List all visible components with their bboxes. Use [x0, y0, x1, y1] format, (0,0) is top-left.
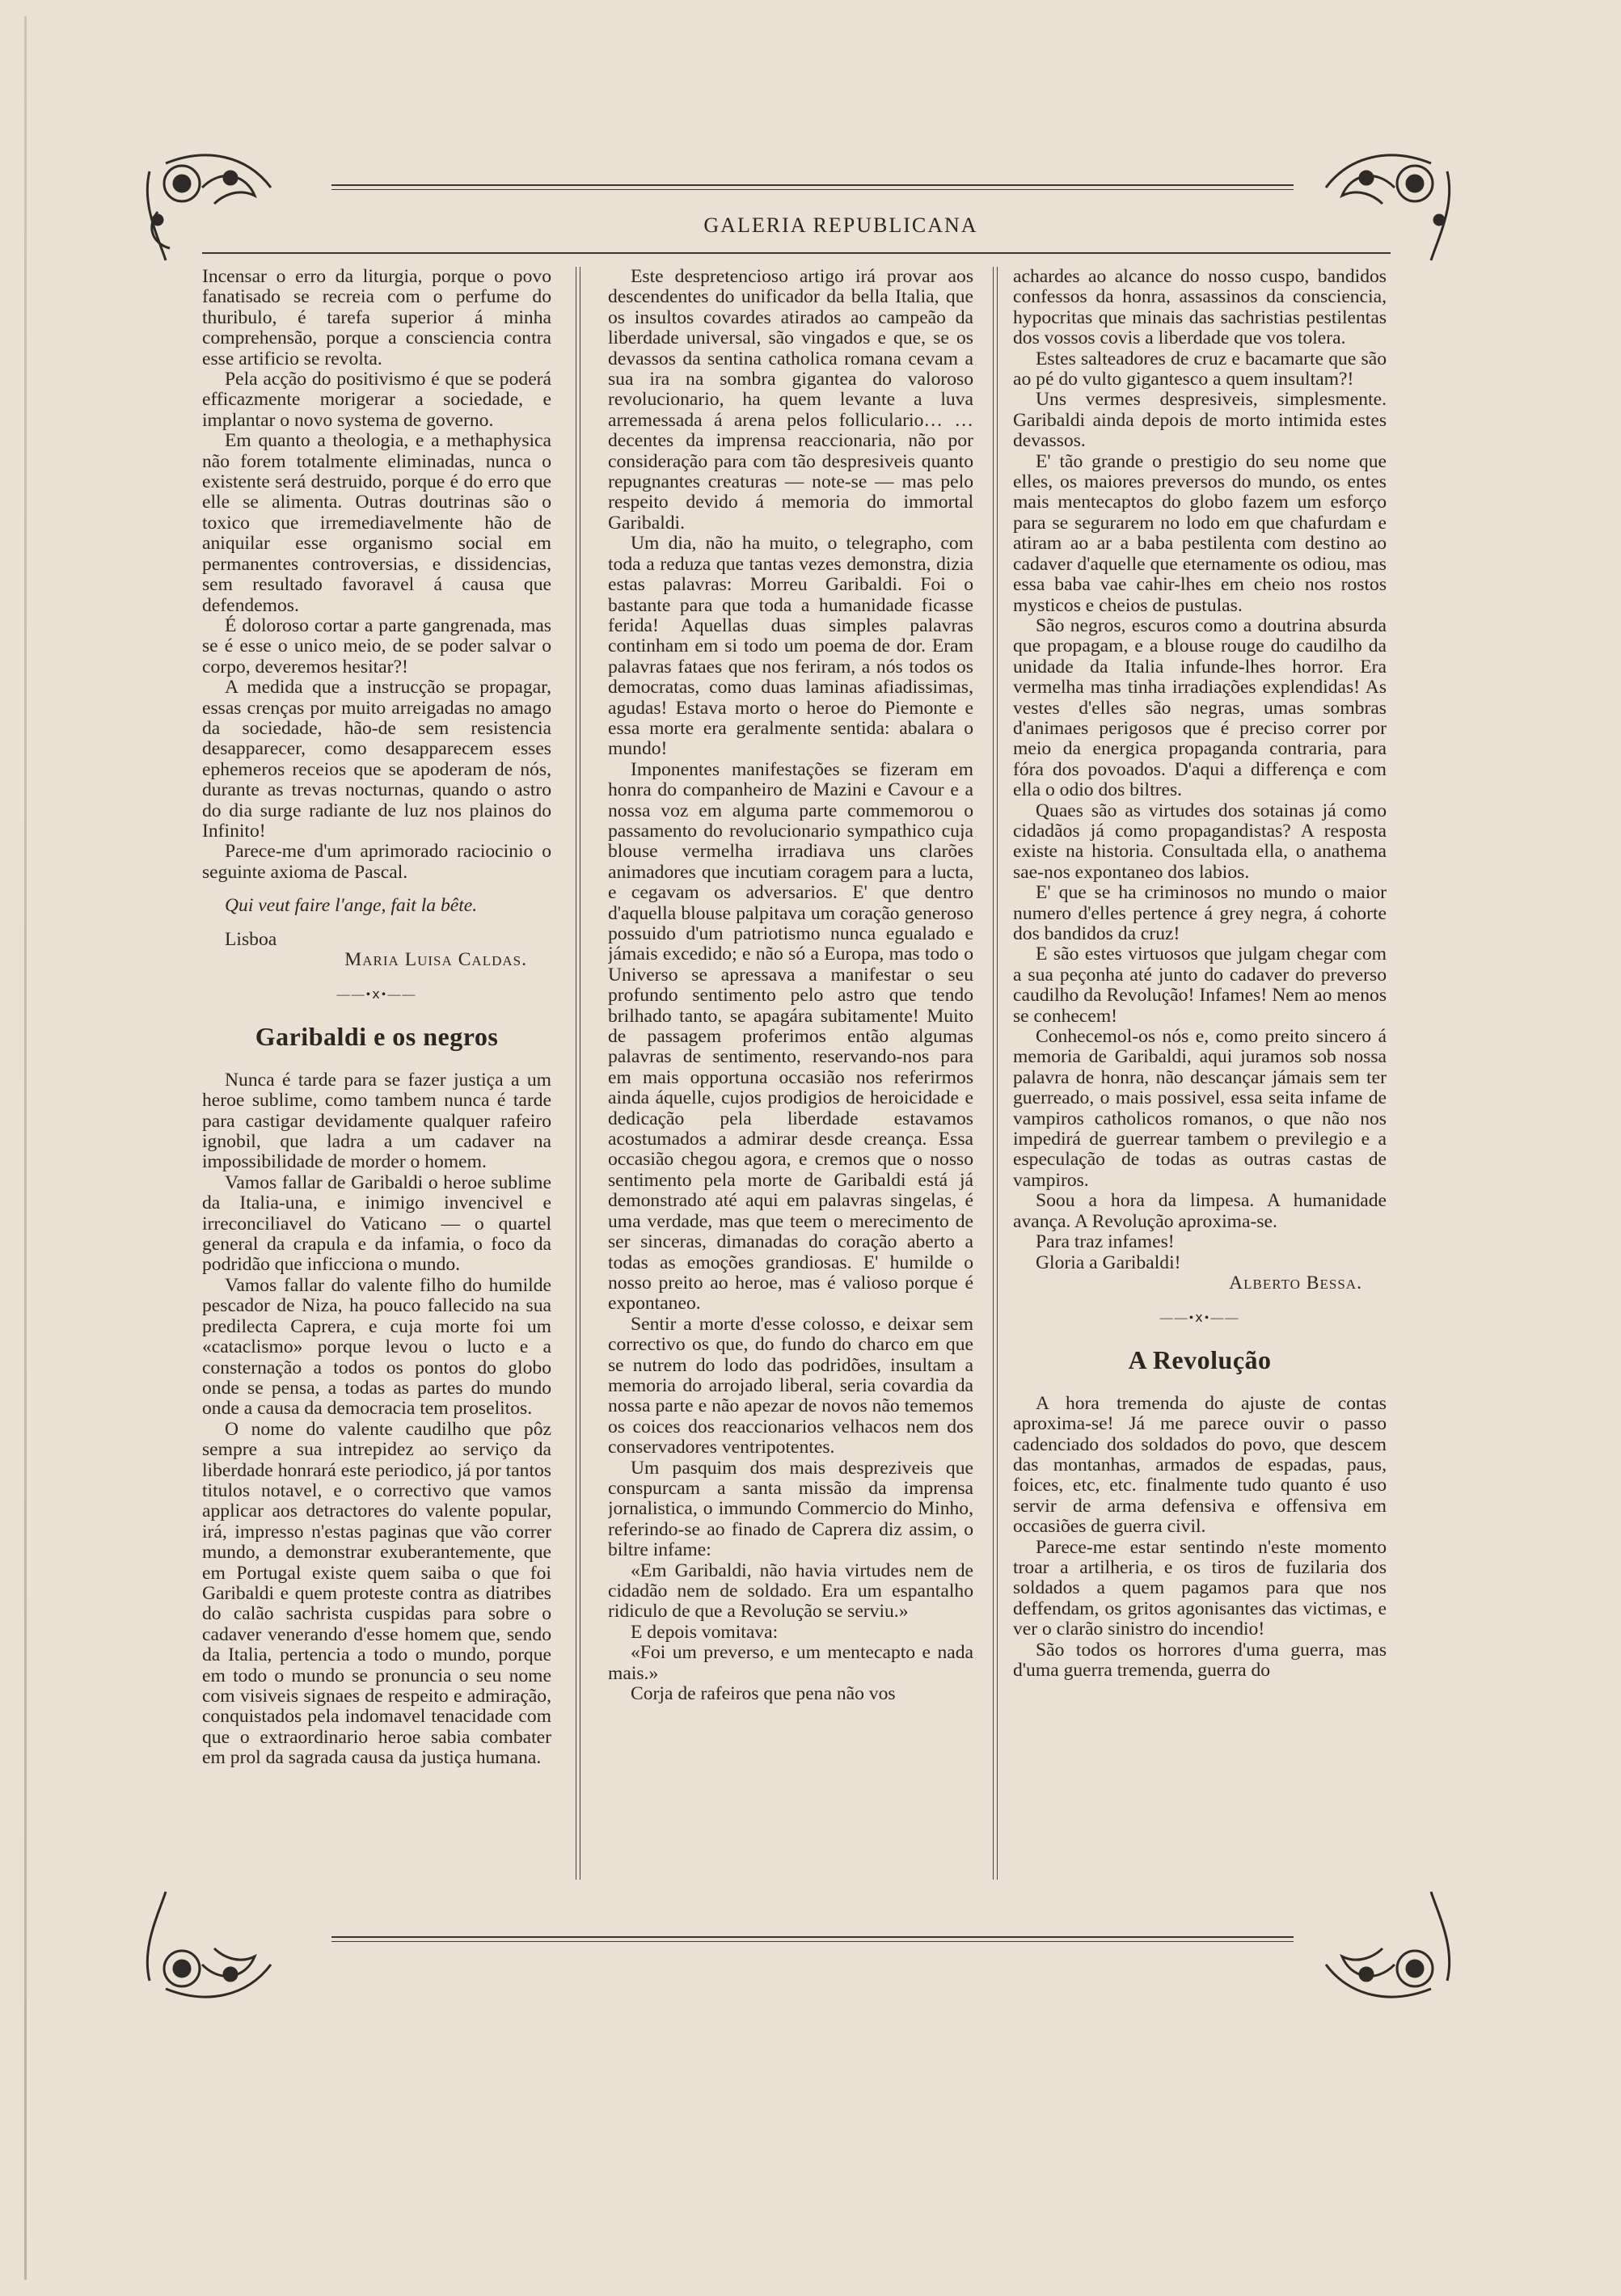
paragraph: Vamos fallar do valente filho do humilde pescador de Niza, ha pouco fallecido na sua predilecta Caprera, e cuja morte foi um «cataclismo» porque levou o lucto e a consternação a todos os pontos do globo onde se pensa, a todas as partes do mundo onde a causa da democracia tem proselitos. [202, 1274, 551, 1420]
paragraph: Gloria a Garibaldi! [1036, 1251, 1181, 1273]
column-divider-2 [993, 267, 994, 1880]
corner-ornament-bottom-right [1261, 1876, 1463, 2013]
paragraph: Em quanto a theologia, e a methaphysica não forem totalmente eliminadas, nunca o existente será destruido, porque é do erro que elle se alimenta. Outras doutrinas são o toxico que irremediavelmente hão de aniquilar esse organismo social em permanentes controversias, e dissidencias, sem resultado favoravel á causa que defendemos. [202, 430, 551, 616]
paragraph: Nunca é tarde para se fazer justiça a um heroe sublime, como tambem nunca é tarde para castigar devidamente qualquer rafeiro ignobil, que ladra a um cadaver na impossibilidade de morder o homem. [202, 1069, 551, 1173]
paragraph: São todos os horrores d'uma guerra, mas d'uma guerra tremenda, guerra do [1013, 1639, 1387, 1681]
column-3 [1013, 267, 1387, 1892]
corner-ornament-top-left [133, 139, 336, 276]
header-rule [202, 252, 1391, 254]
paragraph: achardes ao alcance do nosso cuspo, bandidos confessos da honra, assassinos da consciencia, hypocritas que minais das sachristias pestilentas dos vossos covis a liberdade que vos tolera. [1013, 267, 1387, 349]
paragraph: Soou a hora da limpesa. A humanidade avança. A Revolução aproxima-se. [1013, 1190, 1387, 1232]
paragraph: Sentir a morte d'esse colosso, e deixar sem correctivo os que, do fundo do charco em que se nutrem do lodo das podridões, insultam a memoria do arrojado liberal, seria covardia da nossa parte e não apezar de novos não tememos os coices dos reaccionarios velhacos nem dos conservadores ventripotentes. [608, 1313, 973, 1458]
page-header: GALERIA REPUBLICANA [703, 213, 978, 237]
paragraph: Para traz infames! [1036, 1231, 1175, 1253]
paragraph: E' que se ha criminosos no mundo o maior numero d'elles pertence á grey negra, á cohorte dos bandidos da cruz! [1013, 882, 1387, 944]
section-separator: ——•ⅹ•—— [336, 988, 417, 1002]
paragraph: Parece-me d'um aprimorado raciocinio o seguinte axioma de Pascal. [202, 841, 551, 883]
article-heading: A Revolução [1128, 1344, 1272, 1374]
paragraph: E' tão grande o prestigio do seu nome que elles, os maiores preversos do mundo, os entes mais mentecaptos do globo fazem um esforço para se segurarem no lodo em que chafurdam e atiram ao ar a baba pestilenta com destino ao cadaver d'aquelle que eternamente os odiou, mas essa baba vae cahir-lhes em cheio nos rostos mysticos e cheios de pustulas. [1013, 450, 1387, 616]
bottom-border-rule [331, 1936, 1294, 1938]
paragraph: Conhecemol-os nós e, como preito sincero á memoria de Garibaldi, aqui juramos sob nossa palavra de honra, não descançar jámais sem ter guerreado, o mais possivel, essa seita infame de vampiros catholicos romanos, o que não nos impedirá de guerrear tambem o previlegio e a especulação de todas as outras castas de vampiros. [1013, 1026, 1387, 1191]
paragraph: Pela acção do positivismo é que se poderá efficazmente morigerar a sociedade, e implantar o novo systema de governo. [202, 369, 551, 431]
page-fold-edge [24, 16, 27, 2280]
article-heading: Garibaldi e os negros [255, 1021, 499, 1051]
column-2 [608, 267, 973, 1892]
corner-ornament-top-right [1261, 139, 1463, 276]
paragraph: E depois vomitava: [631, 1621, 779, 1643]
paragraph: A hora tremenda do ajuste de contas aproxima-se! Já me parece ouvir o passo cadenciado dos soldados do povo, que descem das montanhas, armados de espadas, paus, foices, etc, etc. finalmente tudo quanto é uso servir de arma defensiva e offensiva em occasiões de guerra civil. [1013, 1392, 1387, 1538]
paragraph: Estes salteadores de cruz e bacamarte que são ao pé do vulto gigantesco a quem insultam?! [1013, 348, 1387, 390]
paragraph: Incensar o erro da liturgia, porque o povo fanatisado se recreia com o perfume do thuribulo, é tarefa superior á minha comprehensão, porque a consciencia contra esse artificio se revolta. [202, 267, 551, 369]
pascal-quote: Qui veut faire l'ange, fait la bête. [225, 895, 478, 917]
paragraph: Vamos fallar de Garibaldi o heroe sublime da Italia-una, e inimigo invencivel e irreconciliavel do Vaticano — o quartel general da crapula e da infamia, o foco da podridão que inficciona o mundo. [202, 1171, 551, 1276]
top-border-rule [331, 184, 1294, 186]
paragraph: «Foi um preverso, e um mentecapto e nada mais.» [608, 1642, 973, 1684]
paragraph: «Em Garibaldi, não havia virtudes nem de cidadão nem de soldado. Era um espantalho ridiculo de que a Revolução se serviu.» [608, 1560, 973, 1623]
paragraph: O nome do valente caudilho que pôz sempre a sua intrepidez ao serviço da liberdade honrará este periodico, já por tantos titulos notavel, e o correctivo que vamos applicar aos detractores do valente popular, irá, impresso n'estas paginas que vão correr mundo, a demonstrar exuberantemente, que em Portugal existe quem saiba o que foi Garibaldi e quem proteste contra as diatribes do calão sachrista cuspidas para sobre o cadaver venerando d'esse homem que, sendo da Italia, pertencia a todo o mundo, porque em todo o mundo se pronuncia o seu nome com visiveis signaes de respeito e admiração, conquistados pela indomavel tenacidade com que o extraordinario heroe sabia combater em prol da sagrada causa da justiça humana. [202, 1418, 551, 1769]
paragraph: Parece-me estar sentindo n'este momento troar a artilheria, e os tiros de fuzilaria dos soldados a quem pagamos para que nos deffendam, os gritos agonisantes das victimas, e ver o clarão sinistro do incendio! [1013, 1536, 1387, 1640]
paragraph: A medida que a instrucção se propagar, essas crenças por muito arreigadas no amago da sociedade, hão-de sem resistencia desapparecer, como desapparecem esses ephemeros receios que se apoderam de nós, durante as trevas nocturnas, quando o astro do dia surge radiante de luz nos plainos do Infinito! [202, 677, 551, 842]
paragraph: É doloroso cortar a parte gangrenada, mas se é esse o unico meio, de se poder salvar o corpo, deveremos hesitar?! [202, 614, 551, 677]
section-separator: ——•ⅹ•—— [1159, 1311, 1240, 1326]
paragraph: Este despretencioso artigo irá provar aos descendentes do unificador da bella Italia, que os insultos covardes atirados ao campeão da liberdade universal, são vingados e que, se os devassos da sentina catholica romana cevam a sua ira na sombra gigantea do valoroso revolucionario, ha quem levante a luva arremessada á arena pelos folliculario… …decentes da imprensa reaccionaria, não por consideração para com tão despresiveis quanto repugnantes creaturas — note-se — mas pelo respeito devido á memoria do immortal Garibaldi. [608, 267, 973, 534]
paragraph: Um pasquim dos mais despreziveis que conspurcam a santa missão da imprensa jornalistica, o immundo Commercio do Minho, referindo-se ao finado de Caprera diz assim, o biltre infame: [608, 1457, 973, 1561]
paragraph: Imponentes manifestações se fizeram em honra do companheiro de Mazini e Cavour e a nossa voz em alguma parte commemorou o passamento do revolucionario sympathico cuja blouse vermelha irradiava uns clarões animadores que incutiam coragem para a lucta, e cegavam os adversarios. E' que dentro d'aquella blouse palpitava um coração generoso possuido d'um patriotismo nunca egualado e jámais excedido; e não só a Europa, mas todo o Universo se apressava a manifestar o seu profundo sentimento pelo astro que tendo brilhado tanto, se apagára subitamente! Muito de passagem proferimos então algumas palavras de sentimento, reservando-nos para em mais opportuna occasião nos referirmos ainda áquelle, cujos prodigios de heroicidade e dedicação pela liberdade estavamos acostumados a admirar desde creança. Essa occasião chegou agora, e cremos que o nosso sentimento pela morte de Garibaldi está já demonstrado até aqui em palavras singelas, é uma verdade, mas que teem o merecimento de ser sinceras, dimanadas do coração aberto a todas as emoções grandiosas. E' humilde o nosso preito ao heroe, mas é valioso porque é expontaneo. [608, 758, 973, 1315]
paragraph: Um dia, não ha muito, o telegrapho, com toda a reduza que tantas vezes demonstra, dizia estas palavras: Morreu Garibaldi. Foi o bastante para que toda a humanidade ficasse ferida! Aquellas duas simples palavras continham em si todo um poema de dor. Eram palavras fataes que nos feriram, a nós todos os democratas, como duas laminas afiadissimas, agudas! Estava morto o heroe do Piemonte e essa morte era geralmente sentida: abalara o mundo! [608, 533, 973, 760]
article-signature: Alberto Bessa. [1229, 1272, 1362, 1294]
article-place: Lisboa [225, 928, 277, 950]
paragraph: São negros, escuros como a doutrina absurda que propagam, e a blouse rouge do caudilho da unidade da Italia infunde-lhes horror. Era vermelha mas tinha irradiações explendidas! As vestes d'elles são negras, umas sombras d'animaes perigosos que é preciso correr por meio da energica propaganda contraria, para fóra dos povoados. D'aqui a differença e com ella o odio dos biltres. [1013, 614, 1387, 801]
paragraph: Quaes são as virtudes dos sotainas já como cidadãos já como propagandistas? A resposta existe na historia. Consultada ella, o anathema sae-nos expontaneo dos labios. [1013, 800, 1387, 883]
paragraph: E são estes virtuosos que julgam chegar com a sua peçonha até junto do cadaver do preverso caudilho da Revolução! Infames! Nem ao menos se conhecem! [1013, 943, 1387, 1027]
article-signature: Maria Luisa Caldas. [344, 949, 527, 970]
corner-ornament-bottom-left [133, 1876, 336, 2013]
paragraph: Uns vermes despresiveis, simplesmente. Garibaldi ainda depois de morto intimida estes devassos. [1013, 389, 1387, 452]
paragraph: Corja de rafeiros que pena não vos [631, 1683, 896, 1705]
column-1 [202, 267, 551, 1892]
